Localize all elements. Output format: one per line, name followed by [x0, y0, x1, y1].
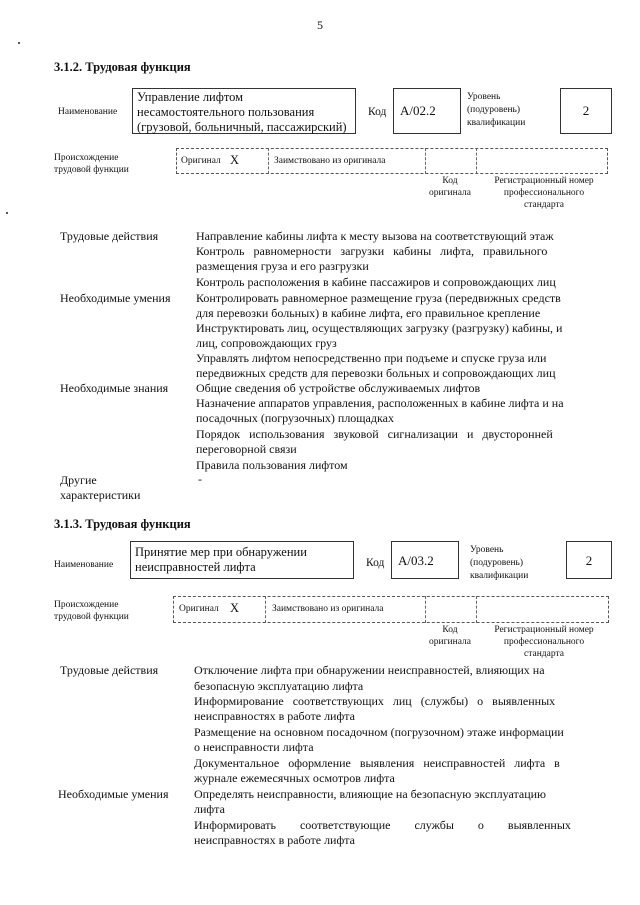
borrowed-label: Заимствовано из оригинала	[274, 156, 386, 166]
code-box	[393, 88, 461, 134]
divider	[425, 148, 426, 174]
code-label: Код	[368, 106, 387, 118]
origin-label	[54, 599, 129, 623]
orig-code-line: оригинала	[429, 637, 471, 647]
knowledge-line: Правила пользования лифтом	[196, 458, 348, 472]
skill-line: передвижных средств для перевозки больных и сопровождающих лиц	[196, 366, 556, 380]
level-value: 2	[582, 103, 590, 118]
divider	[425, 596, 426, 623]
name-label: Наименование	[54, 560, 114, 570]
orig-code-line: оригинала	[429, 188, 471, 198]
divider	[268, 148, 269, 174]
reg-label-line: стандарта	[524, 200, 564, 210]
action-line: Размещение на основном посадочном (погрузочном) этаже информации	[194, 725, 564, 739]
level-label	[467, 91, 525, 130]
skill-line: Управлять лифтом непосредственно при подъеме и спуске груза или	[196, 351, 547, 365]
origin-label-line: трудовой функции	[54, 165, 129, 175]
original-mark: X	[230, 153, 240, 167]
action-line: Контроль равномерности загрузки кабины лифта, правильного	[196, 244, 548, 258]
knowledge-line: посадочных (погрузочных) площадках	[196, 411, 394, 425]
origin-label-line: Происхождение	[54, 600, 119, 610]
orig-code-line: Код	[442, 625, 458, 635]
borrowed-label: Заимствовано из оригинала	[272, 604, 384, 614]
skill-line: для перевозки больных) в кабине лифта, его правильное крепление	[196, 306, 541, 320]
original-mark: X	[230, 601, 240, 615]
skill-line: лиц, сопровождающих груз	[196, 336, 337, 350]
action-line: о неисправности лифта	[194, 740, 314, 754]
code-value: А/02.2	[400, 103, 436, 118]
reg-label-line: Регистрационный номер	[494, 625, 594, 635]
level-label-line: (подуровень)	[467, 105, 521, 115]
skills-label: Необходимые умения	[58, 787, 169, 801]
level-label-line: (подуровень)	[470, 558, 524, 568]
origin-label-line: трудовой функции	[54, 612, 129, 622]
code-value: А/03.2	[398, 553, 434, 568]
skills-label: Необходимые умения	[60, 291, 171, 305]
skill-line: Инструктировать лиц, осуществляющих загрузку (разгрузку) кабины, и	[196, 321, 563, 335]
action-line: Документальное оформление выявления неисправностей лифта в	[194, 756, 560, 770]
action-line: Контроль расположения в кабине пассажиров и сопровождающих лиц	[196, 275, 556, 289]
level-value: 2	[585, 553, 593, 568]
skill-line: неисправностях в работе лифта	[194, 833, 355, 847]
divider	[265, 596, 266, 623]
other-label: характеристики	[60, 488, 141, 502]
function-name-line: несамостоятельного пользования	[137, 105, 315, 119]
action-line: Информирование соответствующих лиц (службы) о выявленных	[194, 694, 556, 708]
function-name-box	[130, 541, 354, 579]
section-title-312: 3.1.2. Трудовая функция	[54, 60, 191, 74]
code-label: Код	[366, 557, 385, 569]
level-label-line: Уровень	[467, 92, 501, 102]
skill-line: Информировать соответствующие службы о выявленных	[194, 818, 571, 832]
action-line: размещения груза и его разгрузки	[196, 259, 369, 273]
origin-label	[54, 152, 129, 176]
code-box	[391, 541, 459, 579]
level-label-line: квалификации	[467, 118, 526, 128]
origin-row-box	[176, 148, 608, 174]
original-label: Оригинал	[181, 156, 221, 166]
page-number: 5	[317, 18, 323, 32]
function-name-line: Принятие мер при обнаружении	[135, 545, 307, 559]
orig-code-label	[420, 175, 480, 199]
divider	[476, 596, 477, 623]
section-title-313: 3.1.3. Трудовая функция	[54, 517, 191, 531]
name-label: Наименование	[58, 107, 118, 117]
actions-label: Трудовые действия	[60, 663, 159, 677]
knowledge-line: переговорной связи	[196, 442, 297, 456]
action-line: неисправностях в работе лифта	[194, 709, 355, 723]
knowledge-line: Назначение аппаратов управления, расположенных в кабине лифта и на	[196, 396, 564, 410]
action-line: Направление кабины лифта к месту вызова на соответствующий этаж	[196, 229, 554, 243]
reg-label-line: профессионального	[503, 637, 585, 647]
actions-label: Трудовые действия	[60, 229, 159, 243]
reg-number-label	[480, 175, 608, 211]
function-name-line: Управление лифтом	[137, 90, 244, 104]
function-name-line: (грузовой, больничный, пассажирский)	[137, 120, 347, 134]
knowledge-line: Общие сведения об устройстве обслуживаемых лифтов	[196, 381, 481, 395]
skill-line: Контролировать равномерное размещение груза (передвижных средств	[196, 291, 561, 305]
action-line: безопасную эксплуатацию лифта	[194, 679, 364, 693]
scan-mark	[6, 212, 8, 214]
origin-label-line: Происхождение	[54, 153, 119, 163]
knowledge-line: Порядок использования звуковой сигнализации и двусторонней	[196, 427, 553, 441]
function-name-line: неисправностей лифта	[135, 560, 256, 574]
skill-line: Определять неисправности, влияющие на безопасную эксплуатацию	[194, 787, 547, 801]
action-line: журнале ежемесячных осмотров лифта	[194, 771, 395, 785]
orig-code-line: Код	[442, 176, 458, 186]
scan-mark	[18, 42, 20, 44]
divider	[476, 148, 477, 174]
knowledge-label: Необходимые знания	[60, 381, 169, 395]
level-box	[566, 541, 612, 579]
skill-line: лифта	[194, 802, 225, 816]
action-line: Отключение лифта при обнаружении неисправностей, влияющих на	[194, 663, 545, 677]
original-label: Оригинал	[179, 604, 219, 614]
other-value: -	[198, 472, 202, 486]
level-label-line: квалификации	[470, 571, 529, 581]
orig-code-label	[420, 624, 480, 648]
function-name-box	[132, 88, 356, 134]
reg-label-line: Регистрационный номер	[494, 176, 594, 186]
other-label: Другие	[60, 473, 97, 487]
level-label	[470, 544, 528, 583]
reg-label-line: стандарта	[524, 649, 564, 659]
reg-label-line: профессионального	[503, 188, 585, 198]
reg-number-label	[480, 624, 608, 660]
level-box	[560, 88, 612, 134]
level-label-line: Уровень	[470, 545, 504, 555]
